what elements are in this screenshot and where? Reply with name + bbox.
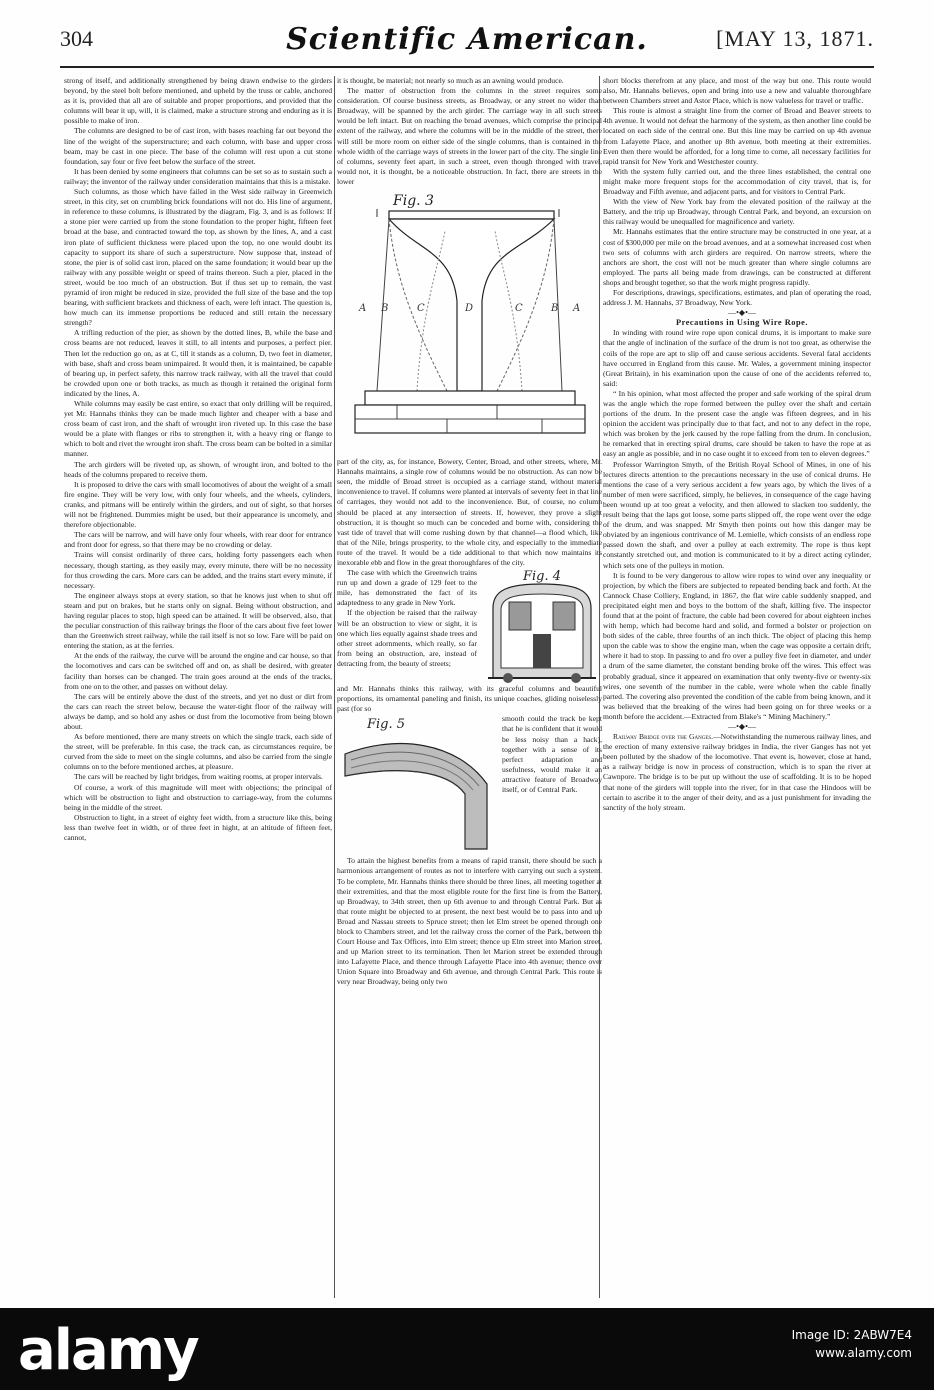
- paragraph: part of the city, as, for instance, Bowery, Center, Broad, and other streets, where, Mr. Hannahs maintains, a single row of columns would be no obstruction. As can now be seen, the middle of Broad street is occupied as a carriage stand, without material inconvenience to travel. If columns were planted at intervals of seventy feet in that line of carriages, they would not add to the inconvenience. But, of course, no column should be placed at any intersection of streets. If, however, they prove a slight obstruction, it is thought so much can be conceded and borne with, considering the vast tide of travel that will come rushing down by that channel—a flood which, like that of the Nile, brings prosperity, to the whole city, and especially to the immediate route of the travel. It would be a tide additional to that which now maintains its inexorable ebb and flow in the great thoroughfares of the city.: [337, 457, 602, 567]
- fig3-label-letter: C: [515, 303, 523, 315]
- figure-5-block: [337, 714, 602, 856]
- paragraph: For descriptions, drawings, specifications, estimates, and plan of operating the road, address J. M. Hannahs, 37 Broadway, New York.: [603, 287, 871, 308]
- paragraph: At the ends of the railway, the curve will be around the engine and car house, so that the locomotives and cars can be switched off and on, as shall be desired, with greater facility than horses can be changed. The train goes around at the ends of the tracks, from one on to the other, and passes on without delay.: [64, 651, 332, 691]
- paragraph: strong of itself, and additionally strengthened by being drawn endwise to the girders beyond, by the steel bolt before mentioned, and upheld by the truss or cable, anchored as it is, provided that all are of suitable and proper proportions, and provided that the columns will bear it up, will, it is claimed, make a structure strong and enduring as it is possible to make of iron.: [64, 76, 332, 126]
- fig3-label-letter: A: [359, 303, 367, 315]
- paragraph: To attain the highest benefits from a means of rapid transit, there should be such a harmonious arrangement of routes as not to interfere with carrying out such a system. To be complete, Mr. Hannahs thinks there should be three lines, all meeting together at their extremities, and that the most eligible route for the first line is from the Battery, up Broadway, to 34th street, then up 6th avenue to and through Central Park. But as that route might be objected to at present, the next best would be to pass into and up Broad and Nassau streets to Spruce street; then let Elm street be opened through one block to Chambers street, and let the railway cross the corner of the Park, between the Court House and Tax Offices, into Elm street; thence up Elm street into Marion street, and up Marion street to its termination. Then let Marion street be extended through into Lafayette Place, and thence through Lafayette Place into 4th avenue; thence over Union Square into Broadway and 6th avenue, and through Central Park. This route is very near Broadway, being only two: [337, 856, 602, 987]
- paragraph: It is found to be very dangerous to allow wire ropes to wind over any inequality or projection, by which the fibers are subjected to repeated bending back and forth. At the Cannock Chase Colliery, England, in 1867, the flat wire cable suddenly snapped, and precipitated eight men and boys to the bottom of the shaft, killing five. The inspector found that at the point of fracture, the cable had been covered for about eighteen inches with hemp, which had become hard and solid, and formed a bolster or projection on both sides of the cable, three fourths of an inch thick. The object of placing this hemp upon the cable was to show the engine man, when the cage was opposite a certain drift, where it had to stop. In passing to and fro over a pulley five feet in diameter, and under a drum of the same diameter, the constant bending broke off the wires. This effect was probably gradual, since it appeared on examination that only twenty-five or twenty-six wires, one seventh of the number in the cable, were whole when the cable finally parted. The covering also prevented the condition of the cable from being known, and it was believed that the breaking of the wires had been going on for three weeks or a month before the accident.—Extracted from Blake's “ Mining Machinery.”: [603, 570, 871, 721]
- paragraph: A trifling reduction of the pier, as shown by the dotted lines, B, while the base and cross beams are not reduced, leaves it still, to all intents and purposes, a perfect pier. Then let the reduction go on, as at C, till it stands as a column, D, two feet in diameter, with base, shaft and cross beam unimpaired. It would then, it is maintained, be capable of bearing up, in perfect safety, this narrow track railway, with all the travel that could be crowded upon one or both tracks, as much as though it retained the original form indicated by the lines, A.: [64, 328, 332, 398]
- page-header: [60, 22, 874, 62]
- fig3-label-letter: A: [573, 303, 581, 315]
- column-3: [603, 76, 871, 1298]
- paragraph: As before mentioned, there are many streets on which the single track, each side of the street, will be preferable. In this case, the track can, as circumstances require, be curved from the side to meet on the single columns, and also be carried from the single columns on to the before mentioned arches, at pleasure.: [64, 732, 332, 772]
- pier-diagram: [337, 191, 602, 453]
- paragraph: Such columns, as those which have failed in the West side railway in Greenwich street, in this city, set on crumbling brick foundations will not do. His line of argument, in reference to these columns, is illustrated by the diagram, Fig. 3, and is as follows: If a stone pier were carried up from the stone foundation to the proper hight, fifteen feet broad at the base, and contracted toward the top, as shown by the lines, A, and a cast iron plate of sufficient thickness were placed upon the top, no one would doubt its capacity to support its share of such a superstructure. Now suppose that, instead of stone, the pier is of solid cast iron, placed on the same foundation; it would bear up the railway with any possible weight or speed of trains thereon. Such a pier, placed in the street, would be too much of an obstruction. But if thus set up to remain, the vast pyramid of iron might be reduced in size, provided the full size of the base and the top bearing, with sufficient brackets and thickness of each, were left intact. The question is, how much can its immense proportions be reduced and still retain the necessary strength?: [64, 187, 332, 328]
- figure-4: [483, 568, 601, 684]
- article-heading: Precautions in Using Wire Rope.: [676, 318, 808, 328]
- masthead: Scientific American.: [286, 22, 648, 57]
- fig3-label-letter: D: [465, 303, 474, 315]
- paragraph: “ In his opinion, what most affected the proper and safe working of the spiral drum was the angle which the rope formed between the pulley over the shaft and certain portions of the drum. In the present case the angle was fifteen degrees, and in his opinion the accident was principally due to that fact, and not to any defect in the rope, which was broken by the jerk caused by the rope falling from the drum. In conclusion, he remarked that in erecting spiral drums, care should be taken to have the rope at as easy an angle as possible, and in no case ought it to exceed from ten to eleven degrees.”: [603, 388, 871, 459]
- paragraph: The engineer always stops at every station, so that he knows just when to shut off steam and put on brakes, but he starts only on signal. Being without obstruction, and having regular places to stop, high speed can be attained. It will be observed, also, that the peculiar construction of this railway brings the floor of the cars about five feet lower than the Greenwich street railway, while the rail itself is not so low. Fare will be paid on entering the station, as at the ferries.: [64, 590, 332, 651]
- paragraph: This route is almost a straight line from the corner of Broad and Beaver streets to 4th avenue. It would not defeat the harmony of the system, as then another line could be located on each side of the central one. But this line may be carried on up 4th avenue from Lafayette Place, and another up 8th avenue, both meeting at their extremities. Even then there would be afforded, for a long time to come, all necessary facilities for rapid transit for New York and Westchester county.: [603, 106, 871, 166]
- column-divider: [334, 76, 335, 1298]
- page-number: 304: [60, 26, 93, 51]
- paragraph: The cars will be entirely above the dust of the streets, and yet no dust or dirt from the cars can reach the street below, because the water-tight floor of the railway will always be damp, and so hold any ashes or dust from the locomotive from being blown about.: [64, 691, 332, 731]
- paragraph: The case with which the Greenwich trains run up and down a grade of 129 feet to the mile, has demonstrated the fact of its adaptedness to any grade in New York.: [337, 568, 477, 608]
- paragraph: The cars will be reached by light bridges, from waiting rooms, at proper intervals.: [74, 772, 323, 782]
- header-rule: [60, 66, 874, 68]
- paragraph: With the system fully carried out, and the three lines established, the central one might make more frequent stops for the accommodation of city travel, that is, for Broadway and Fifth avenue, and adjacent parts, and for visitors to Central Park.: [603, 166, 871, 197]
- section-ornament: —•◆•—: [728, 308, 756, 318]
- paragraph: The cars will be narrow, and will have only four wheels, with rear door for entrance and front door for egress, so that there may be no crowding or delay.: [64, 530, 332, 550]
- site-url: www.alamy.com: [815, 1346, 912, 1360]
- fig3-label-letter: C: [417, 303, 425, 315]
- paragraph: and Mr. Hannahs thinks this railway, with its graceful columns and beautiful proportions, its ornamental paneling and finish, its unique coaches, gliding noiselessly past (for so: [337, 684, 602, 714]
- paragraph: It is proposed to drive the cars with small locomotives of about the weight of a small fire engine. They will be very low, with only four wheels, and the wheels, cylinders, cranks, and pitmans will be entirely within the girders, and out of sight, so that horses will not be frightened. Dummies might be used, but their appearance is uncomely, and therefore objectionable.: [64, 479, 332, 530]
- alamy-logo: alamy: [18, 1318, 198, 1383]
- paragraph: smooth could the track be kept that he is confident that it would be less noisy than a hack), together with a sense of its perfect adaptation and usefulness, would make it an attractive feature of Broadway itself, or of Central Park.: [502, 714, 602, 794]
- paragraph: short blocks therefrom at any place, and most of the way but one. This route would also, Mr. Hannahs believes, open and bring into use a new and valuable thoroughfare between Chambers street and Astor Place, which is now valueless for travel or traffic.: [603, 76, 871, 106]
- fig3-label: Fig. 3: [393, 193, 434, 210]
- paragraph: While columns may easily be cast entire, so exact that only drilling will be required, yet Mr. Hannahs thinks they can be made much lighter and cheaper with a base and cross beam of cast iron, and the shaft of wrought iron riveted up. In this case the base would be a plate with flanges or ribs to strengthen it, with a heavy ring or flange to which to bolt and rivet the wrought iron shaft. The cross beam can be bolted in a similar manner.: [64, 399, 332, 459]
- fig5-label: Fig. 5: [367, 717, 406, 733]
- image-info: [792, 1326, 912, 1362]
- paragraph: If the objection be raised that the railway will be an obstruction to view or sight, it is one which lies equally against shade trees and other street adornments, which really, so far from being an obstruction, are, instead of detracting from, the beauty of streets;: [337, 608, 477, 668]
- figure-5: [337, 714, 497, 854]
- fig4-label: Fig. 4: [523, 569, 562, 585]
- paragraph: The arch girders will be riveted up, as shown, of wrought iron, and bolted to the heads of the columns prepared to receive them.: [64, 459, 332, 479]
- paragraph: Trains will consist ordinarily of three cars, holding forty passengers each when necessary, though starting, as they easily may, every minute, there will be no necessity for thus crowding the cars. More cars can be added, and the trains start every minute, if necessary.: [64, 550, 332, 590]
- paragraph: With the view of New York bay from the elevated position of the railway at the Battery, and the trip up Broadway, through Central Park, and beyond, an excursion on this railway would be unequalled for magnificence and variety.: [603, 197, 871, 227]
- column-1: [64, 76, 332, 1298]
- article-text: —Notwithstanding the numerous railway lines, and the erection of many extensive railway bridges in India, the river Ganges has not yet been polluted by the shadow of the locomotive. That event is, however, close at hand, as a railway bridge is now in process of construction, which is to span the river at Cawnpore. The bridge is to be put up without the use of scaffolding. It is to be hoped that none of the girders will topple into the river, for in that case the Hindoos will be certain to ascribe it to the anger of their deity, and as a just punishment for invading the sanctity of the holy stream.: [603, 732, 871, 812]
- fig3-label-letter: B: [551, 303, 559, 315]
- fig3-label-letter: B: [381, 303, 389, 315]
- paragraph: Mr. Hannahs estimates that the entire structure may be constructed in one year, at a cost of $300,000 per mile on the broad avenues, and at a somewhat increased cost when two sets of columns with arch girders are required. On narrow streets, where the anchors are short, the cost will not be much greater than where single columns are employed. The parts all being made from drawings, can be constructed at different shops and brought together, so that the work might progress rapidly.: [603, 227, 871, 287]
- paragraph: Professor Warrington Smyth, of the British Royal School of Mines, in one of his lectures directs attention to the precautions necessary in the use of conical drums. He mentions the case of a very serious accident a few years ago, by which the lives of a number of men were sacrificed, simply, he believes, in consequence of the cage having been wound up at too great a velocity, and then allowed to slacken too suddenly, the result being that the laps got loose, some parts slipped off, the rope went over the edge of the drum, and was snapped. Mr Smyth then points out how this danger may be obviated by an ingenious contrivance of M. Lemielle, which consists of an endless rope passed down the shaft, and over a pulley at each extremity. The rope is thus kept constantly stretched out, and motion is communicated to it by a direct acting cylinder, which sets one of the pulleys in motion.: [603, 459, 871, 570]
- paragraph: [603, 732, 871, 813]
- figure-3: [337, 191, 602, 453]
- paragraph: Obstruction to light, in a street of eighty feet width, from a structure like this, being less than twelve feet in width, or of three feet in hight, at an altitude of fifteen feet, cannot,: [64, 812, 332, 843]
- paragraph: The matter of obstruction from the columns in the street requires some consideration. Of course business streets, as Broadway, or any street no wider than Broadway, will be spanned by the arch girder. The carriage way in all such streets would be left intact. But on reaching the broad avenues, which comprise the principal extent of the railway, and where the columns will be in the middle of the street, there will still be more room on either side of the single columns, than is contained in the whole width of the carriage ways of streets in the lower part of the city. The single line of columns, seventy feet apart, in such a street, even though thronged with travel, would not, it is thought, be a noticeable obstruction. In fact, there are streets in the lower: [337, 86, 602, 186]
- figure-4-block: [337, 568, 602, 684]
- column-2: [337, 76, 602, 1298]
- paragraph: In winding with round wire rope upon conical drums, it is important to make sure that the angle of inclination of the surface of the drum is not too great, as otherwise the coils of the rope are apt to slip off and cause serious accidents. Several fatal accidents have occurred in England from this cause. Mr. Wales, a government mining inspector (Great Britain), in his examination upon the cause of one of the accidents referred to, said:: [603, 328, 871, 388]
- paragraph: The columns are designed to be of cast iron, with bases reaching far out beyond the line of the weight of the superstructure; and each column, with base and upper cross beam, may be cast in one piece. The base of the column will rest upon a cut stone foundation, say four or five feet below the surface of the street.: [64, 126, 332, 166]
- issue-date: [MAY 13, 1871.: [716, 26, 874, 51]
- image-id: Image ID: 2ABW7E4: [791, 1328, 912, 1342]
- paragraph: It has been denied by some engineers that columns can be set so as to sustain such a railway; the inventor of the railway under consideration maintains that this is a mistake.: [64, 166, 332, 186]
- section-ornament: —•◆•—: [728, 722, 756, 731]
- paragraph: it is thought, be material; not nearly so much as an awning would produce.: [337, 76, 564, 85]
- paragraph: Of course, a work of this magnitude will meet with objections; the principal of which will be obstruction to light and obstruction to carriage-way, from the columns being in the middle of the street.: [64, 782, 332, 812]
- article-lead: Railway Bridge over the Ganges.: [613, 732, 714, 742]
- stock-watermark-bar: [0, 1308, 934, 1390]
